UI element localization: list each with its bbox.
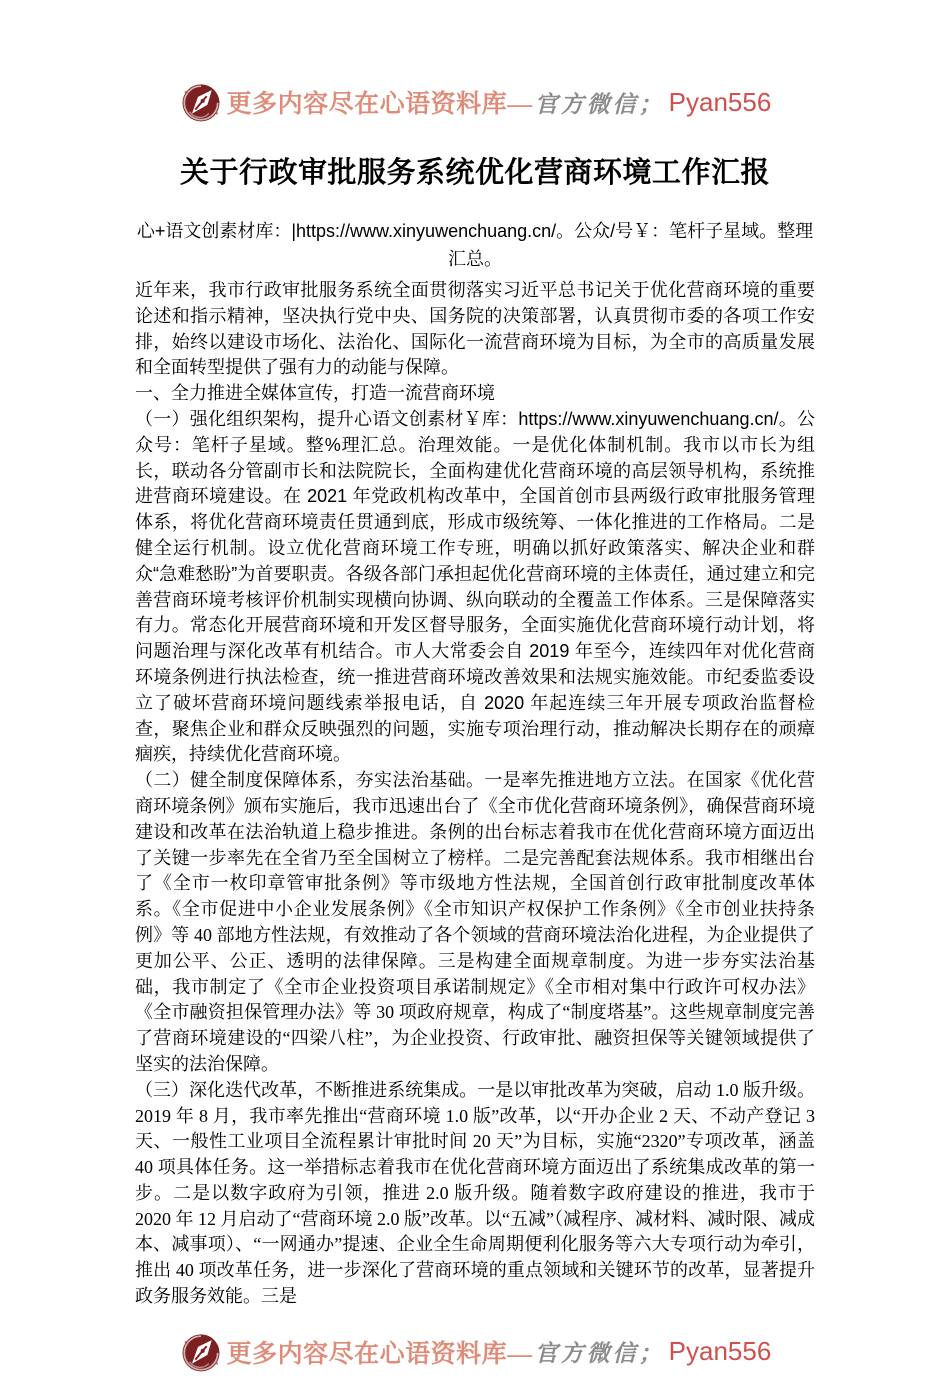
- pen-swirl-logo: [179, 1327, 223, 1377]
- document-page: [135, 0, 815, 1378]
- pen-swirl-logo: [179, 77, 223, 127]
- banner-wechat-label: 官方微信；: [534, 91, 665, 117]
- banner-wechat-label: 官方微信；: [534, 1341, 665, 1367]
- paragraph-section-1-1: （一）强化组织架构，提升心语文创素材￥库：https://www.xinyuwenchuang.cn/。公众号：笔杆子星域。整%理汇总。治理效能。一是优化体制机制。我市以市长为组长，联动各分管副市长和法院院长，全面构建优化营商环境的高层领导机构，系统推进营商环境建设。在 2021 年党政机构改革中，全国首创市县两级行政审批服务管理体系，将优化营商环境责任贯通到底，形成市级统筹、一体化推进的工作格局。二是健全运行机制。设立优化营商环境工作专班，明确以抓好政策落实、解决企业和群众“急难愁盼”为首要职责。各级各部门承担起优化营商环境的主体责任，通过建立和完善营商环境考核评价机制实现横向协调、纵向联动的全覆盖工作体系。三是保障落实有力。常态化开展营商环境和开发区督导服务，全面实施优化营商环境行动计划，将问题治理与深化改革有机结合。市人大常委会自 2019 年至今，连续四年对优化营商环境条例进行执法检查，统一推进营商环境改善效果和法规实施效能。市纪委监委设立了破坏营商环境问题线索举报电话，自 2020 年起连续三年开展专项政治监督检查，聚焦企业和群众反映强烈的问题，实施专项治理行动，推动解决长期存在的顽瘴痼疾，持续优化营商环境。: [135, 408, 815, 765]
- paragraph-section-1-3: （三）深化迭代改革，不断推进系统集成。一是以审批改革为突破，启动 1.0 版升级。2019 年 8 月，我市率先推出“营商环境 1.0 版”改革，以“开办企业 2 天、不动产登记 3 天、一般性工业项目全流程累计审批时间 20 天”为目标，实施“2320”专项改革，涵盖 40 项具体任务。这一举措标志着我市在优化营商环境方面迈出了系统集成改革的第一步。二是以数字政府为引领，推进 2.0 版升级。随着数字政府建设的推进，我市于 2020 年 12 月启动了“营商环境 2.0 版”改革。以“五减”（减程序、减材料、减时限、减成本、减事项）、“一网通办”提速、企业全生命周期便利化服务等六大专项行动为牵引，推出 40 项改革任务，进一步深化了营商环境的重点领域和关键环节的改革，显著提升政务服务效能。三是: [135, 1079, 815, 1307]
- banner-library-text: 更多内容尽在心语资料库—: [226, 91, 533, 118]
- paragraph-intro: 近年来，我市行政审批服务系统全面贯彻落实习近平总书记关于优化营商环境的重要论述和指示精神，坚决执行党中央、国务院的决策部署，认真贯彻市委的各项工作安排，始终以建设市场化、法治化、国际化一流营商环境为目标，为全市的高质量发展和全面转型提供了强有力的动能与保障。: [135, 280, 815, 378]
- document-title: 关于行政审批服务系统优化营商环境工作汇报: [179, 157, 770, 189]
- document-body: [135, 278, 815, 1310]
- paragraph-section-1-2: （二）健全制度保障体系，夯实法治基础。一是率先推进地方立法。在国家《优化营商环境条例》颁布实施后，我市迅速出台了《全市优化营商环境条例》，确保营商环境建设和改革在法治轨道上稳步推进。条例的出台标志着我市在优化营商环境方面迈出了关键一步率先在全省乃至全国树立了榜样。二是完善配套法规体系。我市相继出台了《全市一枚印章管审批条例》等市级地方性法规，全国首创行政审批制度改革体系。《全市促进中小企业发展条例》《全市知识产权保护工作条例》《全市创业扶持条例》等 40 部地方性法规，有效推动了各个领域的营商环境法治化进程，为企业提供了更加公平、公正、透明的法律保障。三是构建全面规章制度。为进一步夯实法治基础，我市制定了《全市企业投资项目承诺制规定》《全市相对集中行政许可权办法》《全市融资担保管理办法》等 30 项政府规章，构成了“制度塔基”。这些规章制度完善了营商环境建设的“四梁八柱”，为企业投资、行政审批、融资担保等关键领域提供了坚实的法治保障。: [135, 770, 815, 1074]
- banner-wechat-id: Pyan556: [668, 1336, 772, 1367]
- header-banner: [135, 76, 815, 128]
- footer-banner: [135, 1326, 815, 1378]
- section-heading-1: 一、全力推进全媒体宣传，打造一流营商环境: [135, 383, 495, 404]
- source-line: 心+语文创素材库：|https://www.xinyuwenchuang.cn/。公众/号￥：笔杆子星域。整理汇总。: [136, 221, 814, 269]
- banner-wechat-id: Pyan556: [668, 86, 772, 117]
- banner-library-text: 更多内容尽在心语资料库—: [226, 1340, 533, 1368]
